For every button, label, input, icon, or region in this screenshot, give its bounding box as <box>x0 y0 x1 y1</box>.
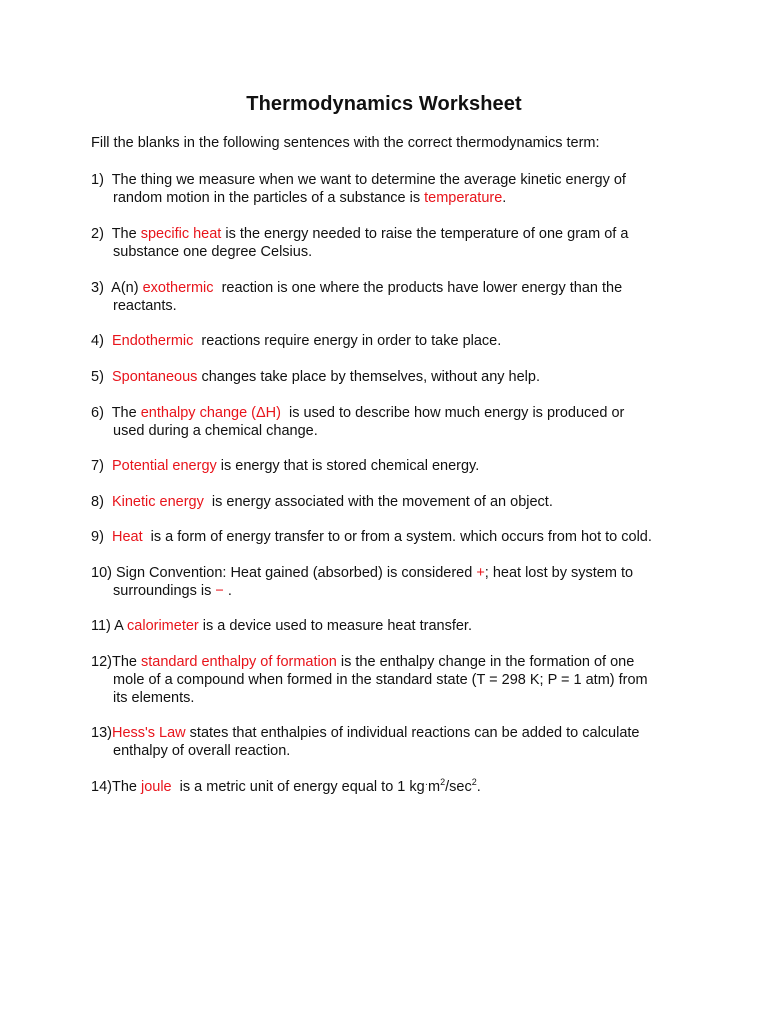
question-5: 5) Spontaneous changes take place by themselves, without any help. <box>91 369 540 385</box>
question-9: 9) Heat is a form of energy transfer to or from a system. which occurs from hot to cold. <box>91 529 652 545</box>
question-1: 1) The thing we measure when we want to determine the average kinetic energy of random motion in the particles of a substance is temperature. <box>91 172 626 206</box>
question-number: 9) <box>91 529 104 545</box>
instructions: Fill the blanks in the following sentences with the correct thermodynamics term: <box>91 135 600 151</box>
answer-calorimeter: calorimeter <box>127 618 199 634</box>
answer-exothermic: exothermic <box>142 280 214 296</box>
question-8: 8) Kinetic energy is energy associated with the movement of an object. <box>91 494 553 510</box>
answer-kinetic-energy: Kinetic energy <box>111 494 204 510</box>
question-text: random motion in the particles of a substance is <box>113 190 425 206</box>
answer-hess-law: Hess's Law <box>111 725 186 741</box>
question-11: 11) A calorimeter is a device used to measure heat transfer. <box>91 618 472 634</box>
multiplication-dot: · <box>424 779 429 790</box>
question-6: 6) The enthalpy change (ΔH) is used to describe how much energy is produced or used during a chemical change. <box>91 405 625 439</box>
question-number: 2) <box>91 226 104 242</box>
answer-standard-enthalpy-of-formation: standard enthalpy of formation <box>140 654 337 670</box>
answer-potential-energy: Potential energy <box>111 458 217 474</box>
question-number: 5) <box>91 369 104 385</box>
answer-minus-sign: − <box>215 583 224 599</box>
question-12: 12)The standard enthalpy of formation is the enthalpy change in the formation of one mole of a compound when formed in the standard state (T = 298 K; P = 1 atm) from its elements. <box>91 654 648 706</box>
question-number: 3) <box>91 280 104 296</box>
question-number: 10) <box>91 565 112 581</box>
answer-temperature: temperature <box>424 190 503 206</box>
question-number: 8) <box>91 494 104 510</box>
answer-specific-heat: specific heat <box>140 226 222 242</box>
question-number: 6) <box>91 405 104 421</box>
answer-enthalpy-change: enthalpy change (ΔH) <box>140 405 281 421</box>
question-2: 2) The specific heat is the energy needed to raise the temperature of one gram of a substance one degree Celsius. <box>91 226 629 260</box>
question-number: 4) <box>91 333 104 349</box>
question-14: 14)The joule is a metric unit of energy equal to 1 $kg^\cdot m^2/\sec^2$. <box>91 777 481 795</box>
question-number: 11) <box>91 618 111 634</box>
question-number: 7) <box>91 458 104 474</box>
question-number: 14) <box>91 779 112 795</box>
question-4: 4) Endothermic reactions require energy in order to take place. <box>91 333 502 349</box>
question-text: The thing we measure when we want to determine the average kinetic energy of <box>111 172 626 188</box>
question-13: 13)Hess's Law states that enthalpies of individual reactions can be added to calculate enthalpy of overall reaction. <box>91 725 640 759</box>
question-10: 10) Sign Convention: Heat gained (absorbed) is considered +; heat lost by system to surroundings is − . <box>91 565 634 599</box>
page-title: Thermodynamics Worksheet <box>246 93 522 115</box>
answer-heat: Heat <box>111 529 143 545</box>
question-number: 12) <box>91 654 112 670</box>
question-number: 1) <box>91 172 104 188</box>
question-number: 13) <box>91 725 112 741</box>
answer-joule: joule <box>140 779 172 795</box>
answer-plus-sign: + <box>476 565 485 581</box>
question-3: 3) A(n) exothermic reaction is one where the products have lower energy than the reactants. <box>91 280 623 314</box>
answer-endothermic: Endothermic <box>111 333 194 349</box>
answer-spontaneous: Spontaneous <box>111 369 198 385</box>
question-7: 7) Potential energy is energy that is stored chemical energy. <box>91 458 480 474</box>
